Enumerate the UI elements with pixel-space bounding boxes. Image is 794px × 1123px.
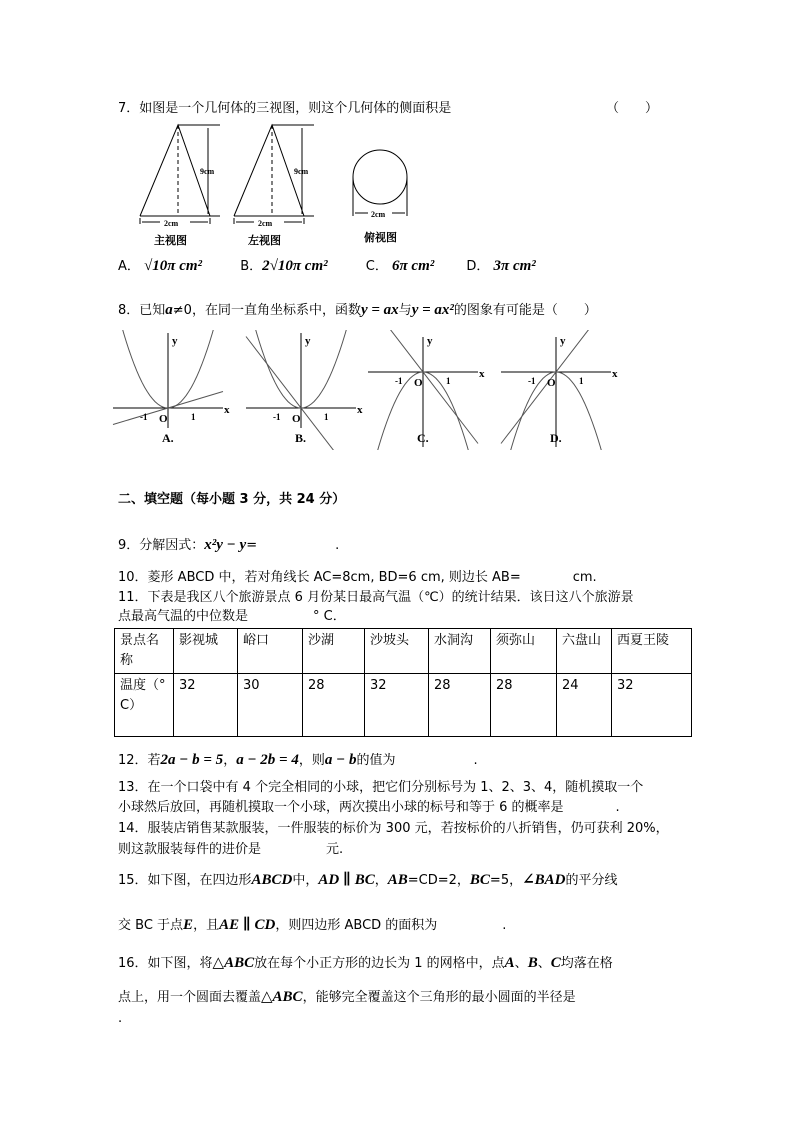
table-cell: 景点名称: [115, 629, 174, 674]
table-cell: 温度（° C）: [115, 674, 174, 737]
front-view-label: 主视图: [154, 235, 187, 247]
x-label: x: [357, 404, 363, 416]
x-label: x: [224, 404, 230, 416]
x-label: x: [612, 368, 618, 380]
table-cell: 32: [365, 674, 429, 737]
origin-label: O: [414, 377, 423, 389]
table-cell: 28: [491, 674, 557, 737]
table-cell: 28: [429, 674, 491, 737]
width-label: 2cm: [371, 210, 386, 219]
origin-label: O: [547, 377, 556, 389]
table-cell: 沙坡头: [365, 629, 429, 674]
option-b-label: B．: [240, 259, 263, 274]
graph-option-label: A.: [162, 431, 174, 445]
q15-line2: 交 BC 于点E，且AE ∥ CD，则四边形 ABCD 的面积为 .: [118, 917, 507, 933]
y-label: y: [172, 335, 178, 347]
tick-label: 1: [579, 376, 584, 386]
q14-line2: 则这款服装每件的进价是 元.: [118, 842, 344, 857]
table-cell: 西夏王陵: [612, 629, 692, 674]
table-cell: 六盘山: [557, 629, 612, 674]
table-cell: 24: [557, 674, 612, 737]
height-label: 9cm: [200, 167, 215, 176]
q13-line2: 小球然后放回，再随机摸取一个小球，两次摸出小球的标号和等于 6 的概率是 .: [118, 800, 620, 815]
graph-option-label: C.: [417, 431, 429, 445]
tick-label: 1: [324, 412, 329, 422]
table-cell: 影视城: [174, 629, 238, 674]
temperature-table: [114, 628, 692, 737]
q7-options: [118, 258, 536, 275]
tick-label: -1: [395, 376, 403, 386]
q13-line1: 13．在一个口袋中有 4 个完全相同的小球，把它们分别标号为 1、2、3、4，随机摸取一个: [118, 780, 644, 795]
q10: 10．菱形 ABCD 中，若对角线长 AC=8cm, BD=6 cm, 则边长 AB= cm.: [118, 570, 597, 585]
option-c-value: 6π cm²: [391, 258, 435, 274]
option-d-label: D．: [466, 259, 490, 274]
side-view-label: 左视图: [248, 235, 281, 247]
y-label: y: [305, 335, 311, 347]
q16-line3: .: [118, 1011, 123, 1026]
option-d-value: 3π cm²: [493, 258, 536, 274]
table-cell: 须弥山: [491, 629, 557, 674]
q7-stem: 7．如图是一个几何体的三视图，则这个几何体的侧面积是: [118, 101, 452, 116]
table-cell: 30: [238, 674, 303, 737]
table-cell: 水洞沟: [429, 629, 491, 674]
tick-label: -1: [140, 412, 148, 422]
tick-label: 1: [446, 376, 451, 386]
option-c-label: C．: [365, 259, 388, 274]
table-cell: 32: [612, 674, 692, 737]
q15-line1: 15．如下图，在四边形ABCD中，AD ∥ BC，AB=CD=2，BC=5，∠BAD的平分线: [118, 872, 618, 888]
q11-line2: 点最高气温的中位数是 ° C．: [118, 609, 346, 624]
table-cell: 32: [174, 674, 238, 737]
width-label: 2cm: [258, 219, 273, 228]
graph-option-label: D.: [550, 431, 562, 445]
q16-line2: 点上，用一个圆面去覆盖△ABC，能够完全覆盖这个三角形的最小圆面的半径是: [118, 989, 576, 1005]
tick-label: -1: [273, 412, 281, 422]
table-cell: 沙湖: [303, 629, 365, 674]
table-header-row: [115, 629, 692, 674]
q8-graph-options: [110, 330, 670, 450]
option-a-value: √10π cm²: [144, 258, 203, 274]
q11-line1: 11．下表是我区八个旅游景点 6 月份某日最高气温（℃）的统计结果．该日这八个旅游景: [118, 590, 634, 605]
q7-answer-paren: （ ）: [606, 101, 659, 116]
tick-label: 1: [191, 412, 196, 422]
option-a-label: A．: [118, 259, 140, 274]
width-label: 2cm: [164, 219, 179, 228]
option-b-value: 2√10π cm²: [262, 258, 328, 274]
graph-option-label: B.: [295, 431, 307, 445]
top-view-label: 俯视图: [364, 232, 397, 244]
table-cell: 28: [303, 674, 365, 737]
parabola-curve: [241, 330, 358, 408]
y-label: y: [427, 335, 433, 347]
q8-stem: 8．已知a≠0，在同一直角坐标系中，函数y = ax与y = ax²的图象有可能是（ ）: [118, 302, 597, 318]
q9: 9．分解因式：x²y − y= .: [118, 537, 340, 553]
height-label: 9cm: [294, 167, 309, 176]
table-cell: 峪口: [238, 629, 303, 674]
x-label: x: [479, 368, 485, 380]
q12: 12．若2a − b = 5，a − 2b = 4，则a − b的值为 .: [118, 752, 478, 768]
q14-line1: 14．服装店销售某款服装，一件服装的标价为 300 元，若按标价的八折销售，仍可获利 20%，: [118, 821, 669, 836]
origin-label: O: [159, 413, 168, 425]
y-label: y: [560, 335, 566, 347]
q7-three-views-figure: [130, 120, 430, 250]
q16-line1: 16．如下图，将△ABC放在每个小正方形的边长为 1 的网格中，点A、B、C均落在格: [118, 955, 613, 971]
tick-label: -1: [528, 376, 536, 386]
table-row: [115, 674, 692, 737]
section-heading: 二、填空题（每小题 3 分，共 24 分）: [118, 492, 346, 507]
origin-label: O: [292, 413, 301, 425]
